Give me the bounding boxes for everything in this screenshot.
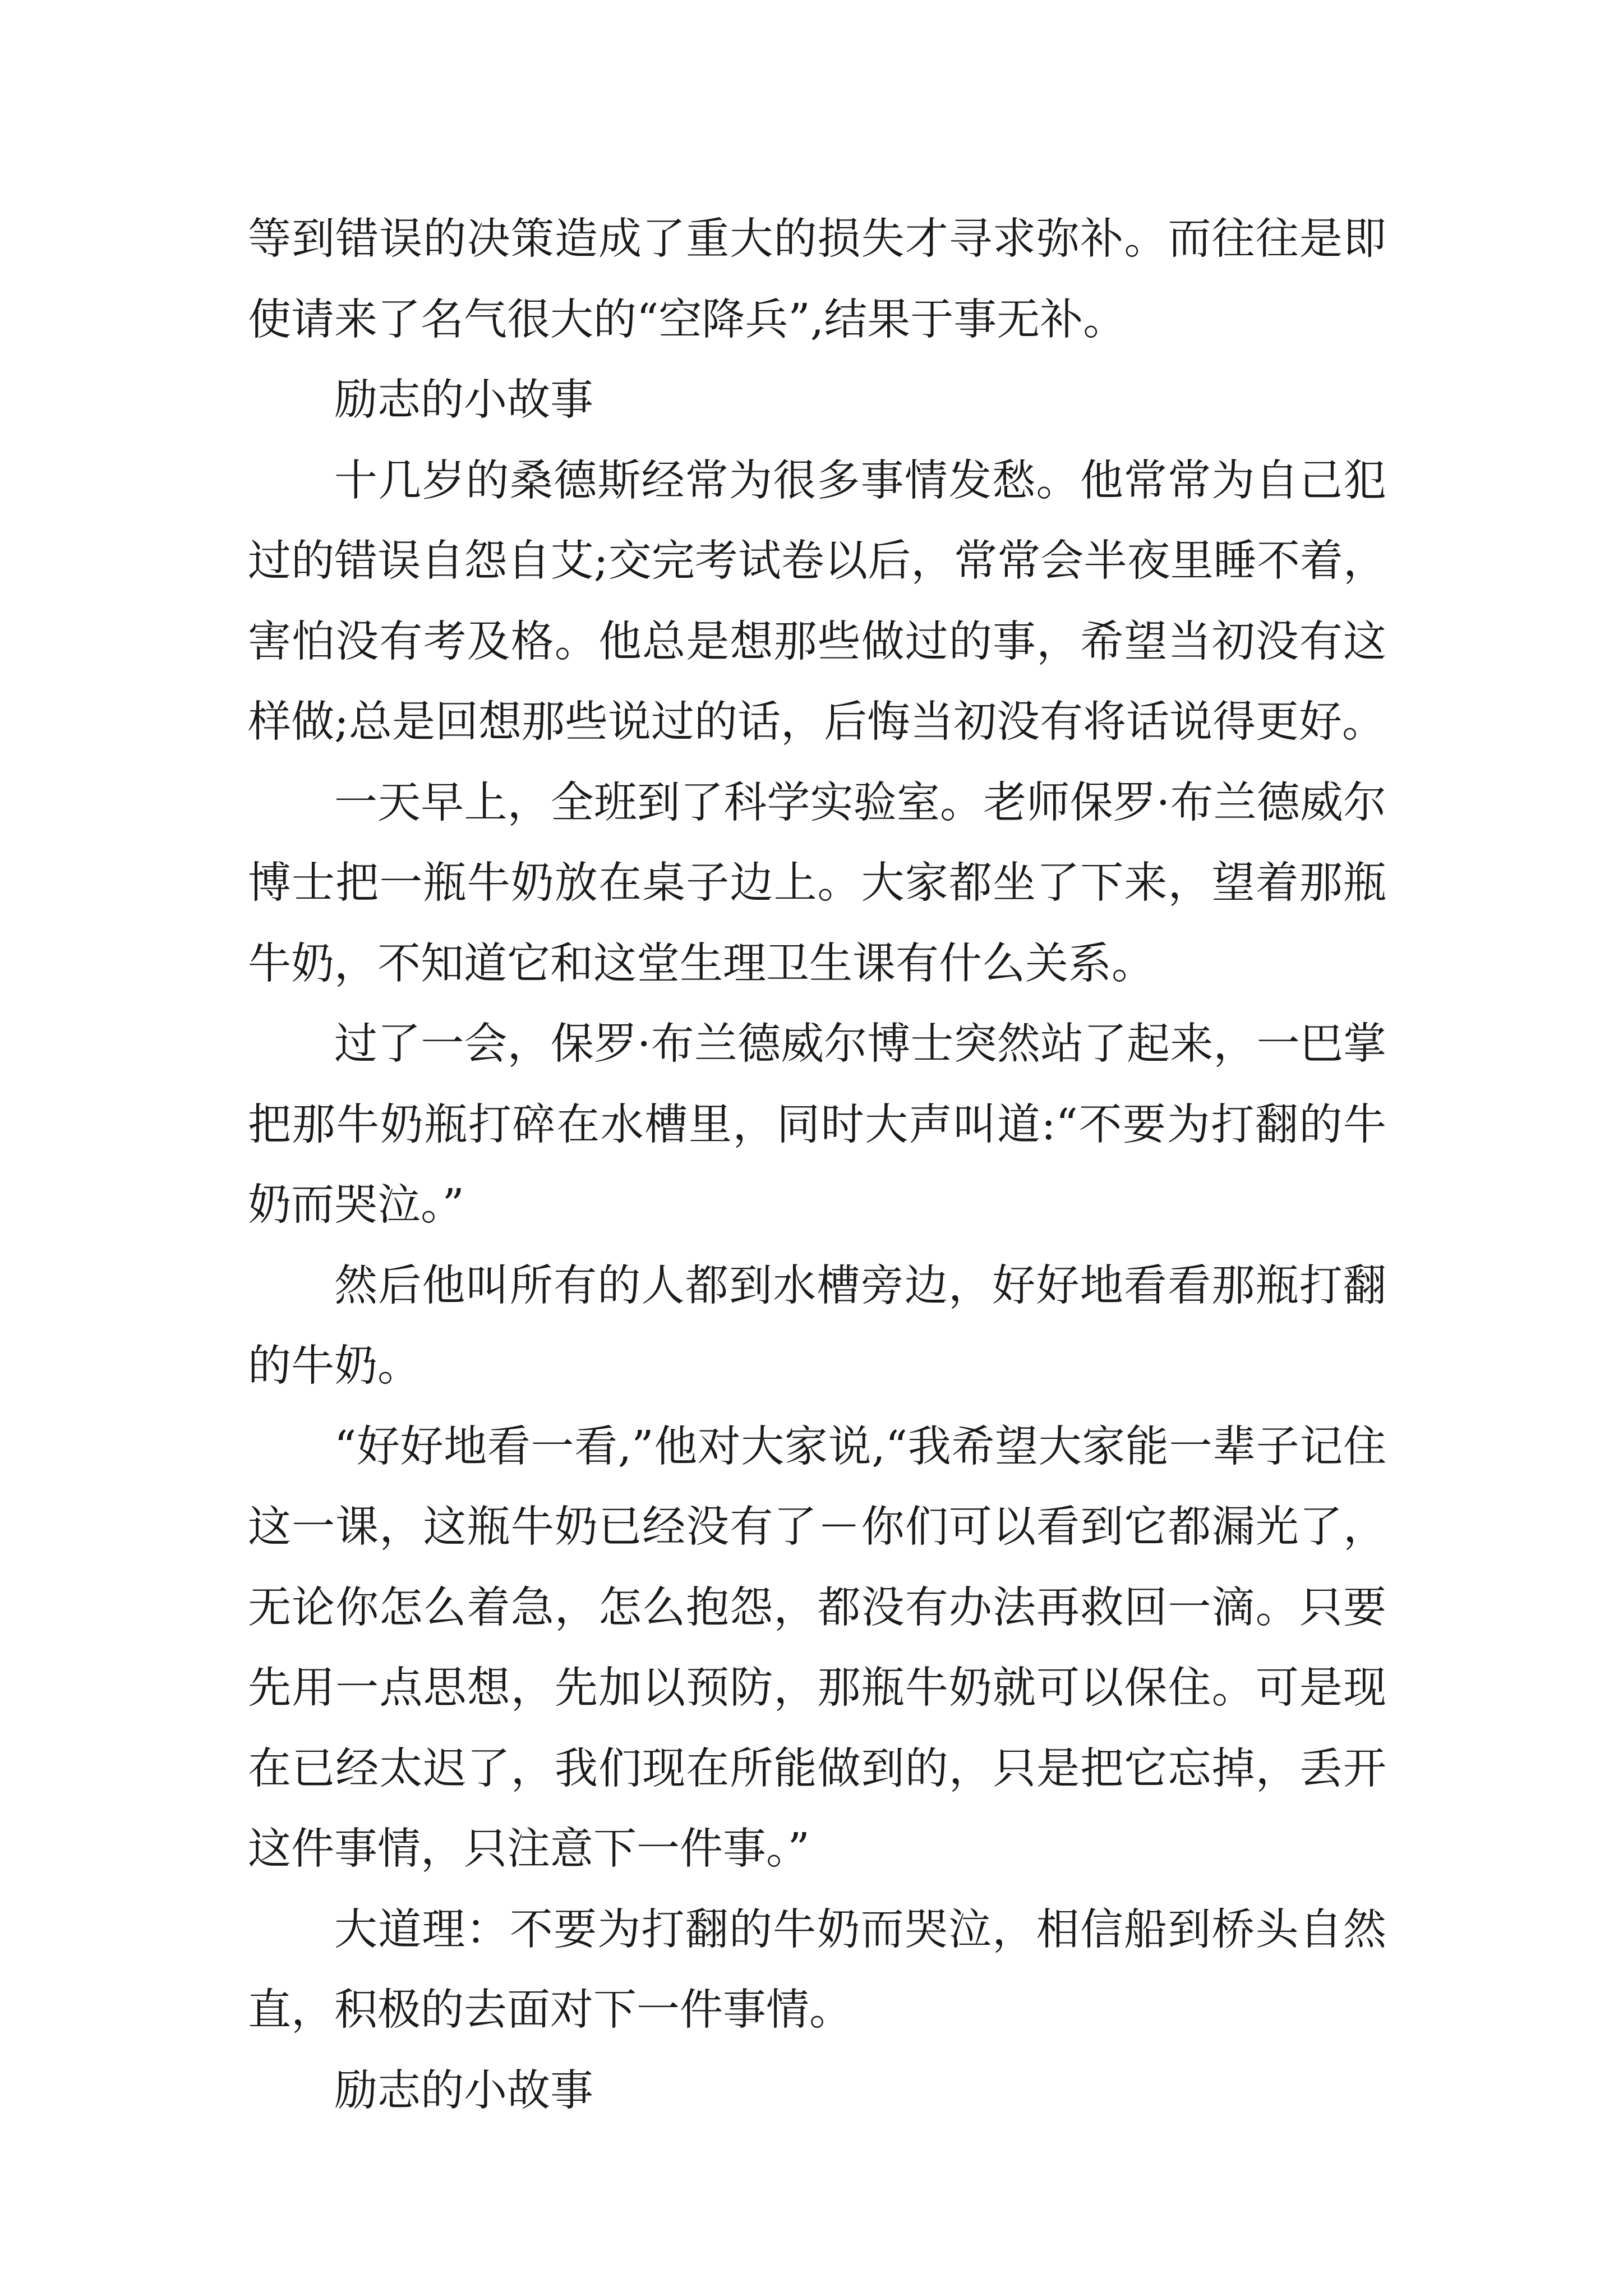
section-heading: 励志的小故事 bbox=[334, 375, 593, 425]
story-paragraph: 十几岁的桑德斯经常为很多事情发愁。他常常为自己犯过的错误自怨自艾;交完考试卷以后，常常会半夜里睡不着，害怕没有考及格。他总是想那些做过的事，希望当初没有这样做;总是回想那些说过的话，后悔当初没有将话说得更好。 bbox=[248, 455, 1386, 747]
continuation-paragraph: 等到错误的决策造成了重大的损失才寻求弥补。而往往是即使请来了名气很大的“空降兵”,结果于事无补。 bbox=[248, 214, 1386, 345]
moral-paragraph: 大道理：不要为打翻的牛奶而哭泣，相信船到桥头自然直，积极的去面对下一件事情。 bbox=[248, 1904, 1386, 2035]
document-body bbox=[248, 199, 1386, 2131]
story-paragraph: 过了一会，保罗·布兰德威尔博士突然站了起来，一巴掌把那牛奶瓶打碎在水槽里，同时大声叫道:“不要为打翻的牛奶而哭泣。” bbox=[248, 1019, 1386, 1230]
story-paragraph: 然后他叫所有的人都到水槽旁边，好好地看看那瓶打翻的牛奶。 bbox=[248, 1260, 1386, 1391]
section-heading: 励志的小故事 bbox=[334, 2065, 593, 2116]
story-paragraph: 一天早上，全班到了科学实验室。老师保罗·布兰德威尔博士把一瓶牛奶放在桌子边上。大家都坐了下来，望着那瓶牛奶，不知道它和这堂生理卫生课有什么关系。 bbox=[248, 777, 1386, 989]
story-paragraph: “好好地看一看,”他对大家说,“我希望大家能一辈子记住这一课，这瓶牛奶已经没有了－你们可以看到它都漏光了，无论你怎么着急，怎么抱怨，都没有办法再救回一滴。只要先用一点思想，先加以预防，那瓶牛奶就可以保住。可是现在已经太迟了，我们现在所能做到的，只是把它忘掉，丢开这件事情，只注意下一件事。” bbox=[248, 1421, 1386, 1874]
